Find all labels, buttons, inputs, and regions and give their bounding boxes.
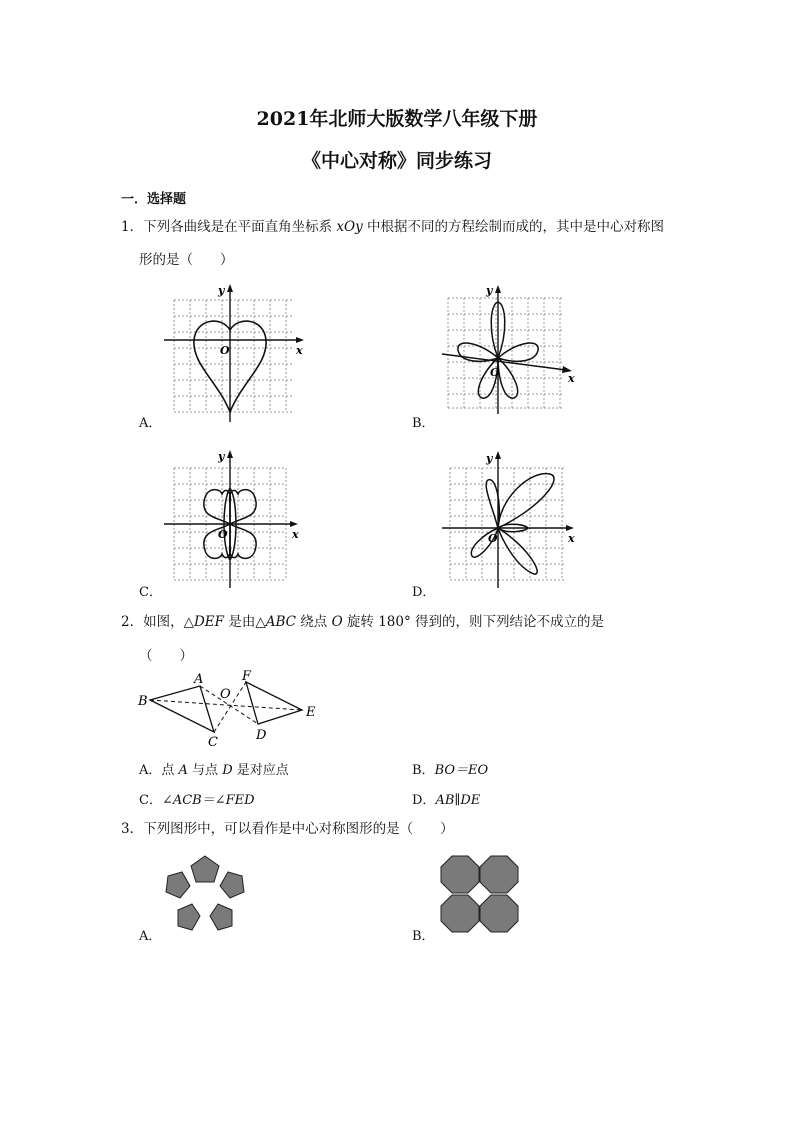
q1d-x-label: x <box>568 532 575 545</box>
q1b-origin-label: O <box>490 366 500 379</box>
q2-number: 2． <box>121 614 144 630</box>
q3-figure-b <box>440 854 520 936</box>
q1-figure-a <box>160 282 310 424</box>
q2-option-a: A．点 A 与点 D 是对应点 <box>139 763 289 778</box>
q2-option-c: C．∠ACB＝∠FED <box>139 793 255 808</box>
q3-option-a: A． <box>139 929 162 944</box>
q1-number: 1． <box>121 219 144 235</box>
page-title: 2021年北师大版数学八年级下册 <box>256 108 538 130</box>
q2-point-a: A <box>194 672 204 687</box>
q1a-x-label: x <box>296 344 303 357</box>
q1-option-d: D． <box>412 585 436 600</box>
q1c-origin-label: O <box>218 528 228 541</box>
question-2-line2: （ ） <box>139 648 193 664</box>
q2-point-b: B <box>138 694 148 709</box>
q2-point-d: D <box>256 728 267 743</box>
section-heading: 一．选择题 <box>121 192 187 207</box>
q1-figure-b <box>440 282 590 424</box>
q2-option-d: D．AB∥DE <box>412 793 481 808</box>
q1b-y-label: y <box>486 284 493 297</box>
q1-option-c: C． <box>139 585 162 600</box>
q1a-origin-label: O <box>220 344 230 357</box>
question-1-line1: 1．下列各曲线是在平面直角坐标系 xOy 中根据不同的方程绘制而成的，其中是中心对称图 <box>121 219 664 235</box>
question-3: 3．下列图形中，可以看作是中心对称图形的是（ ） <box>121 821 454 837</box>
q2-figure <box>134 666 334 748</box>
q1-figure-c <box>160 448 310 590</box>
q1-option-b: B． <box>412 416 435 431</box>
q2-option-b: B．BO＝EO <box>412 763 489 778</box>
q3-figure-a <box>160 852 250 938</box>
q2-point-o: O <box>220 687 231 702</box>
q3-number: 3． <box>121 821 144 837</box>
q1d-y-label: y <box>486 452 493 465</box>
q1d-origin-label: O <box>488 532 498 545</box>
q1c-x-label: x <box>292 528 299 541</box>
q1c-y-label: y <box>218 450 225 463</box>
q2-point-e: E <box>306 705 316 720</box>
question-1-line2: 形的是（ ） <box>139 252 234 268</box>
q2-point-c: C <box>208 735 218 748</box>
q1-option-a: A． <box>139 416 162 431</box>
q1a-y-label: y <box>218 284 225 297</box>
q1b-x-label: x <box>568 372 575 385</box>
question-2-line1: 2．如图，△DEF 是由△ABC 绕点 O 旋转 180° 得到的，则下列结论不成立的是 <box>121 614 605 630</box>
q3-option-b: B． <box>412 929 435 944</box>
q1-figure-d <box>440 448 590 590</box>
q2-point-f: F <box>242 669 252 684</box>
page-subtitle: 《中心对称》同步练习 <box>301 150 492 172</box>
